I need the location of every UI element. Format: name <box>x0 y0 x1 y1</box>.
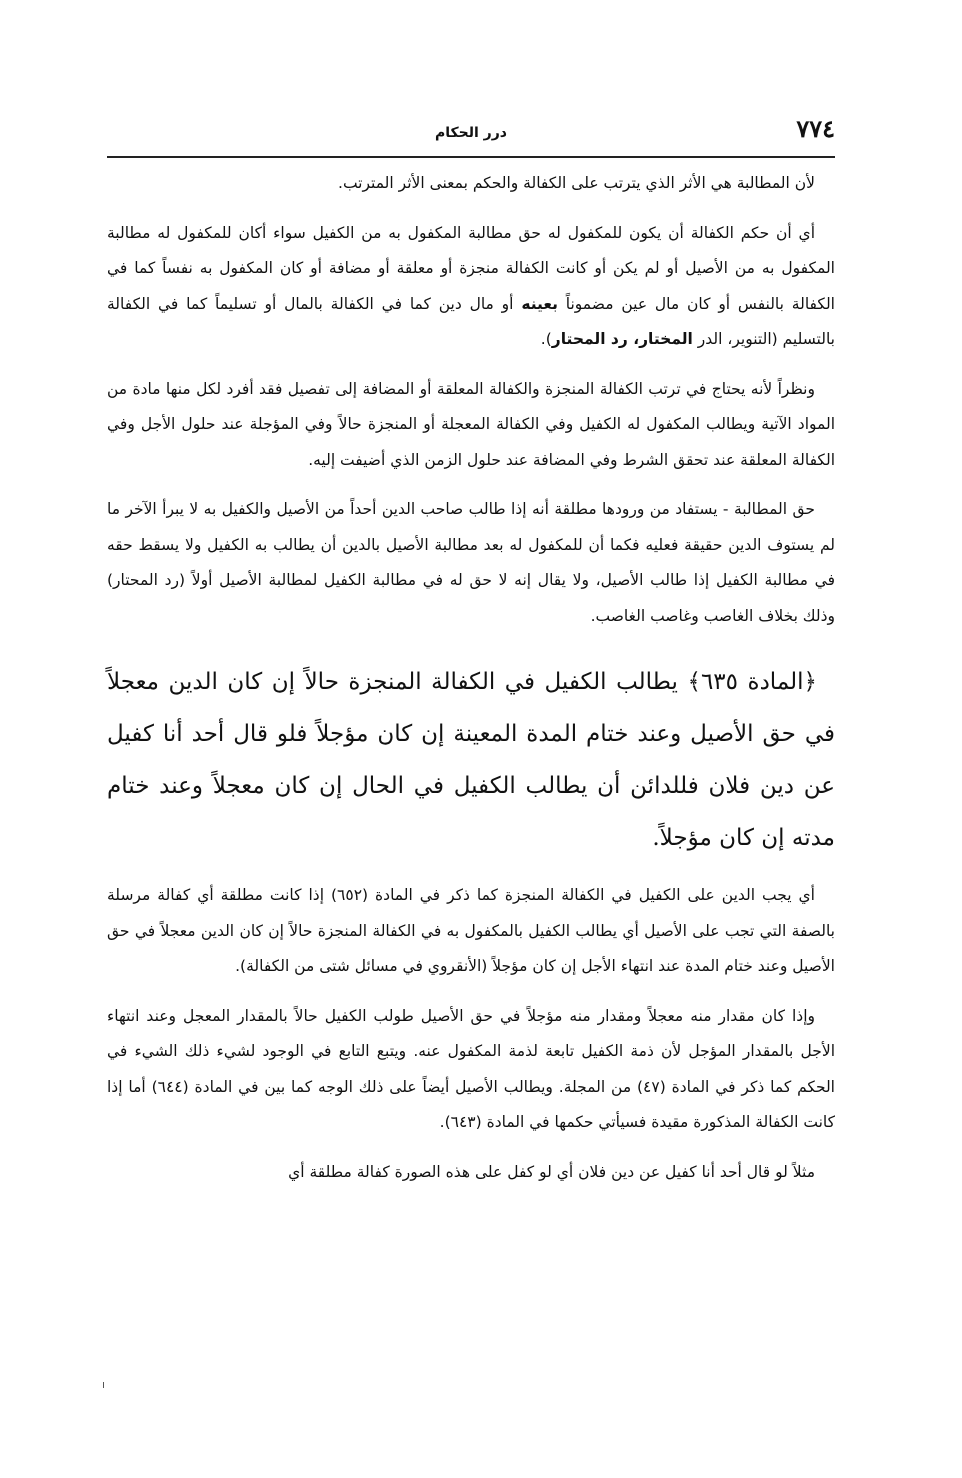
paragraph-6: وإذا كان مقدار منه معجلاً ومقدار منه مؤجلاً في حق الأصيل طولب الكفيل حالاً بالمقدار المعجل وعند انتهاء الأجل بالمقدار المؤجل لأن ذمة الكفيل تابعة لذمة المكفول عنه. ويتبع التابع في الوجود لشيء ذلك الشيء في الحكم كما ذكر في المادة (٤٧) من المجلة. ويطالب الأصيل أيضاً على ذلك الوجه كما بين في المادة (٦٤٤) أما إذا كانت الكفالة المذكورة مقيدة فسيأتي حكمها في المادة (٦٤٣). <box>107 1006 835 1131</box>
article-635: ﴿المادة ٦٣٥﴾ يطالب الكفيل في الكفالة المنجزة حالاً إن كان الدين معجلاً في حق الأصيل وعند ختام المدة المعينة إن كان مؤجلاً فلو قال أحد أنا كفيل عن دين فلان فللدائن أن يطالب الكفيل في الحال إن كان معجلاً وعند ختام مدته إن كان مؤجلاً. <box>107 669 835 851</box>
paragraph-3: ونظراً لأنه يحتاج في ترتب الكفالة المنجزة والكفالة المعلقة أو المضافة إلى تفصيل فقد أفرد لكل منها مادة من المواد الآتية ويطالب المكفول له الكفيل وفي الكفالة المعجلة أو المنجزة حالاً وفي المؤجلة عند حلول الأجل وفي الكفالة المعلقة عند تحقق الشرط وفي المضافة عند حلول الزمن الذي أضيفت إليه. <box>107 379 835 469</box>
paragraph-2-bold-2: المختار، رد المحتار <box>551 330 693 348</box>
page-header <box>107 112 835 158</box>
running-title: درر الحكام <box>435 125 507 141</box>
page-number: ٧٧٤ <box>796 114 835 143</box>
paragraph-2-bold-1: بعينه <box>521 294 558 313</box>
paragraph-2-text-b: أو مال دين كما في الكفالة بالمال أو تسليماً كما في الكفالة بالتسليم (التنوير، الدر <box>107 294 835 348</box>
paragraph-1: لأن المطالبة هي الأثر الذي يترتب على الكفالة والحكم بمعنى الأثر المترتب. <box>338 174 815 192</box>
paragraph-2 <box>107 216 835 358</box>
paragraph-2-text-c: ). <box>540 330 552 348</box>
book-page <box>107 112 835 1190</box>
stray-ink-mark <box>103 1382 104 1388</box>
paragraph-2-text-a: أي أن حكم الكفالة أن يكون للمكفول له حق مطالبة المكفول به من الكفيل سواء أكان للمكفول له مطالبة المكفول به من الأصيل أو لم يكن أو كانت الكفالة منجزة أو معلقة أو مضافة أو كان المكفول به نفساً كما في الكفالة بالنفس أو كان مال عين مضموناً <box>107 223 835 313</box>
paragraph-4: حق المطالبة - يستفاد من ورودها مطلقة أنه إذا طالب صاحب الدين أحداً من الأصيل والكفيل به لا يبرأ الآخر ما لم يستوف الدين حقيقة فعليه فكما أن للمكفول له بعد مطالبة الأصيل بالدين أن يطالب به الكفيل ولا يسقط حقه في مطالبة الكفيل إذا طالب الأصيل، ولا يقال إنه لا حق له في مطالبة الكفيل لمطالبة الأصيل أولاً (رد المحتار) وذلك بخلاف الغاصب وغاصب الغاصب. <box>107 500 835 625</box>
paragraph-7: مثلاً لو قال أحد أنا كفيل عن دين فلان أي لو كفل على هذه الصورة كفالة مطلقة أي <box>288 1162 815 1181</box>
paragraph-5: أي يجب الدين على الكفيل في الكفالة المنجزة كما ذكر في المادة (٦٥٢) إذا كانت مطلقة أي كفالة مرسلة بالصفة التي تجب على الأصيل أي يطالب الكفيل بالمكفول به في الكفالة المنجزة حالاً إن كان الدين معجلاً في حق الأصيل وعند ختام المدة عند انتهاء الأجل إن كان مؤجلاً (الأنقروي في مسائل شتى من الكفالة). <box>107 886 835 975</box>
page-body <box>107 158 835 1190</box>
